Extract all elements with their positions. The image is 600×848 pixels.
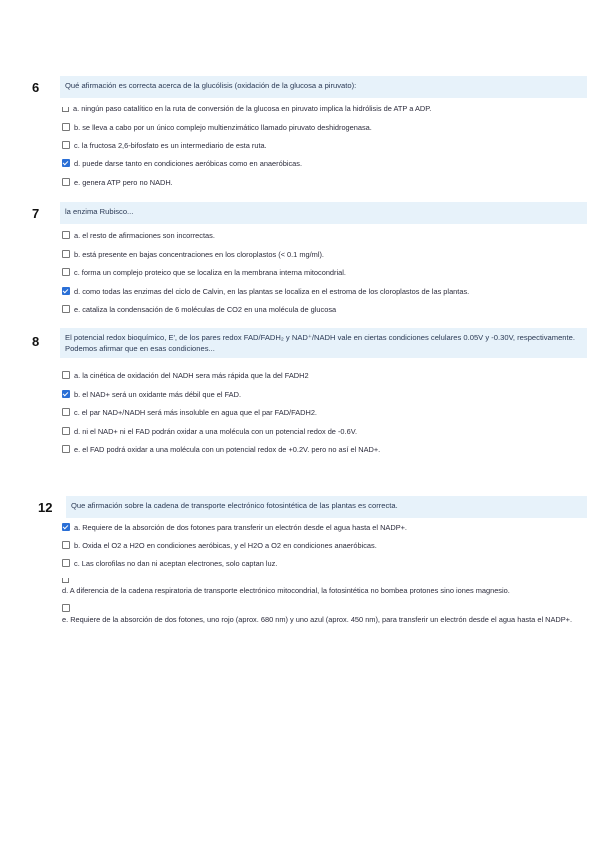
checkbox-icon[interactable] [62, 268, 70, 276]
question-number: 8 [32, 334, 40, 349]
q7-option-a[interactable]: a. el resto de afirmaciones son incorrectas. [62, 230, 582, 242]
checkbox-icon[interactable] [62, 305, 70, 313]
checked-checkbox-icon[interactable] [62, 159, 70, 167]
q6-option-b[interactable]: b. se lleva a cabo por un único complejo multienzimático llamado piruvato deshidrogenasa. [62, 122, 582, 134]
checkbox-icon[interactable] [62, 541, 70, 549]
q7-option-d[interactable]: d. como todas las enzimas del ciclo de Calvin, en las plantas se localiza en el estroma de los cloroplastos de las plantas. [62, 286, 582, 298]
q6-option-a[interactable]: a. ningún paso catalítico en la ruta de conversión de la glucosa en piruvato implica la hidrólisis de ATP a ADP. [62, 103, 582, 115]
question-prompt: Que afirmación sobre la cadena de transporte electrónico fotosintética de las plantas es correcta. [66, 496, 587, 518]
question-number: 6 [32, 80, 40, 95]
checked-checkbox-icon[interactable] [62, 523, 70, 531]
checkbox-icon[interactable] [62, 123, 70, 131]
q8-option-a[interactable]: a. la cinética de oxidación del NADH sera más rápida que la del FADH2 [62, 370, 582, 382]
checkbox-icon[interactable] [62, 371, 70, 379]
q8-option-d[interactable]: d. ni el NAD+ ni el FAD podrán oxidar a una molécula con un potencial redox de -0.6V. [62, 426, 582, 438]
q7-option-c[interactable]: c. forma un complejo proteico que se localiza en la membrana interna mitocondrial. [62, 267, 582, 279]
q8-option-e[interactable]: e. el FAD podrá oxidar a una molécula con un potencial redox de +0.2V. pero no así el NAD+. [62, 444, 582, 456]
q12-option-e[interactable]: e. Requiere de la absorción de dos fotones, uno rojo (aprox. 680 nm) y uno azul (aprox. 450 nm), para transferir un electrón desde el agua hasta el NADP+. [62, 603, 582, 625]
q6-option-e[interactable]: e. genera ATP pero no NADH. [62, 177, 582, 189]
checkbox-icon[interactable] [62, 408, 70, 416]
q12-option-d[interactable]: d. A diferencia de la cadena respiratoria de transporte electrónico mitocondrial, la fotosintética no bombea protones sino iones magnesio. [62, 574, 582, 596]
question-prompt: El potencial redox bioquímico, E', de los pares redox FAD/FADH₂ y NAD⁺/NADH vale en ciertas condiciones celulares 0.05V y -0.30V, respectivamente. Podemos afirmar que en esas condiciones... [60, 328, 587, 358]
checkbox-icon[interactable] [62, 107, 69, 112]
q12-option-a[interactable]: a. Requiere de la absorción de dos fotones para transferir un electrón desde el agua hasta el NADP+. [62, 522, 582, 534]
checkbox-icon[interactable] [62, 178, 70, 186]
question-number: 12 [38, 500, 53, 515]
checked-checkbox-icon[interactable] [62, 390, 70, 398]
checkbox-icon[interactable] [62, 445, 70, 453]
question-number: 7 [32, 206, 40, 221]
checkbox-icon[interactable] [62, 427, 70, 435]
q6-option-c[interactable]: c. la fructosa 2,6-bifosfato es un intermediario de esta ruta. [62, 140, 582, 152]
checkbox-icon[interactable] [62, 559, 70, 567]
q6-option-d[interactable]: d. puede darse tanto en condiciones aeróbicas como en anaeróbicas. [62, 158, 582, 170]
q12-option-b[interactable]: b. Oxida el O2 a H2O en condiciones aeróbicas, y el H2O a O2 en condiciones anaeróbicas. [62, 540, 582, 552]
checkbox-icon[interactable] [62, 604, 70, 612]
question-prompt: Qué afirmación es correcta acerca de la glucólisis (oxidación de la glucosa a piruvato): [60, 76, 587, 98]
checkbox-icon[interactable] [62, 231, 70, 239]
q7-option-b[interactable]: b. está presente en bajas concentraciones en los cloroplastos (< 0.1 mg/ml). [62, 249, 582, 261]
q7-option-e[interactable]: e. cataliza la condensación de 6 moléculas de CO2 en una molécula de glucosa [62, 304, 582, 316]
q12-option-c[interactable]: c. Las clorofilas no dan ni aceptan electrones, solo captan luz. [62, 558, 582, 570]
checkbox-icon[interactable] [62, 578, 69, 583]
q8-option-b[interactable]: b. el NAD+ será un oxidante más débil que el FAD. [62, 389, 582, 401]
q8-option-c[interactable]: c. el par NAD+/NADH será más insoluble en agua que el par FAD/FADH2. [62, 407, 582, 419]
checked-checkbox-icon[interactable] [62, 287, 70, 295]
checkbox-icon[interactable] [62, 250, 70, 258]
checkbox-icon[interactable] [62, 141, 70, 149]
question-prompt: la enzima Rubisco... [60, 202, 587, 224]
